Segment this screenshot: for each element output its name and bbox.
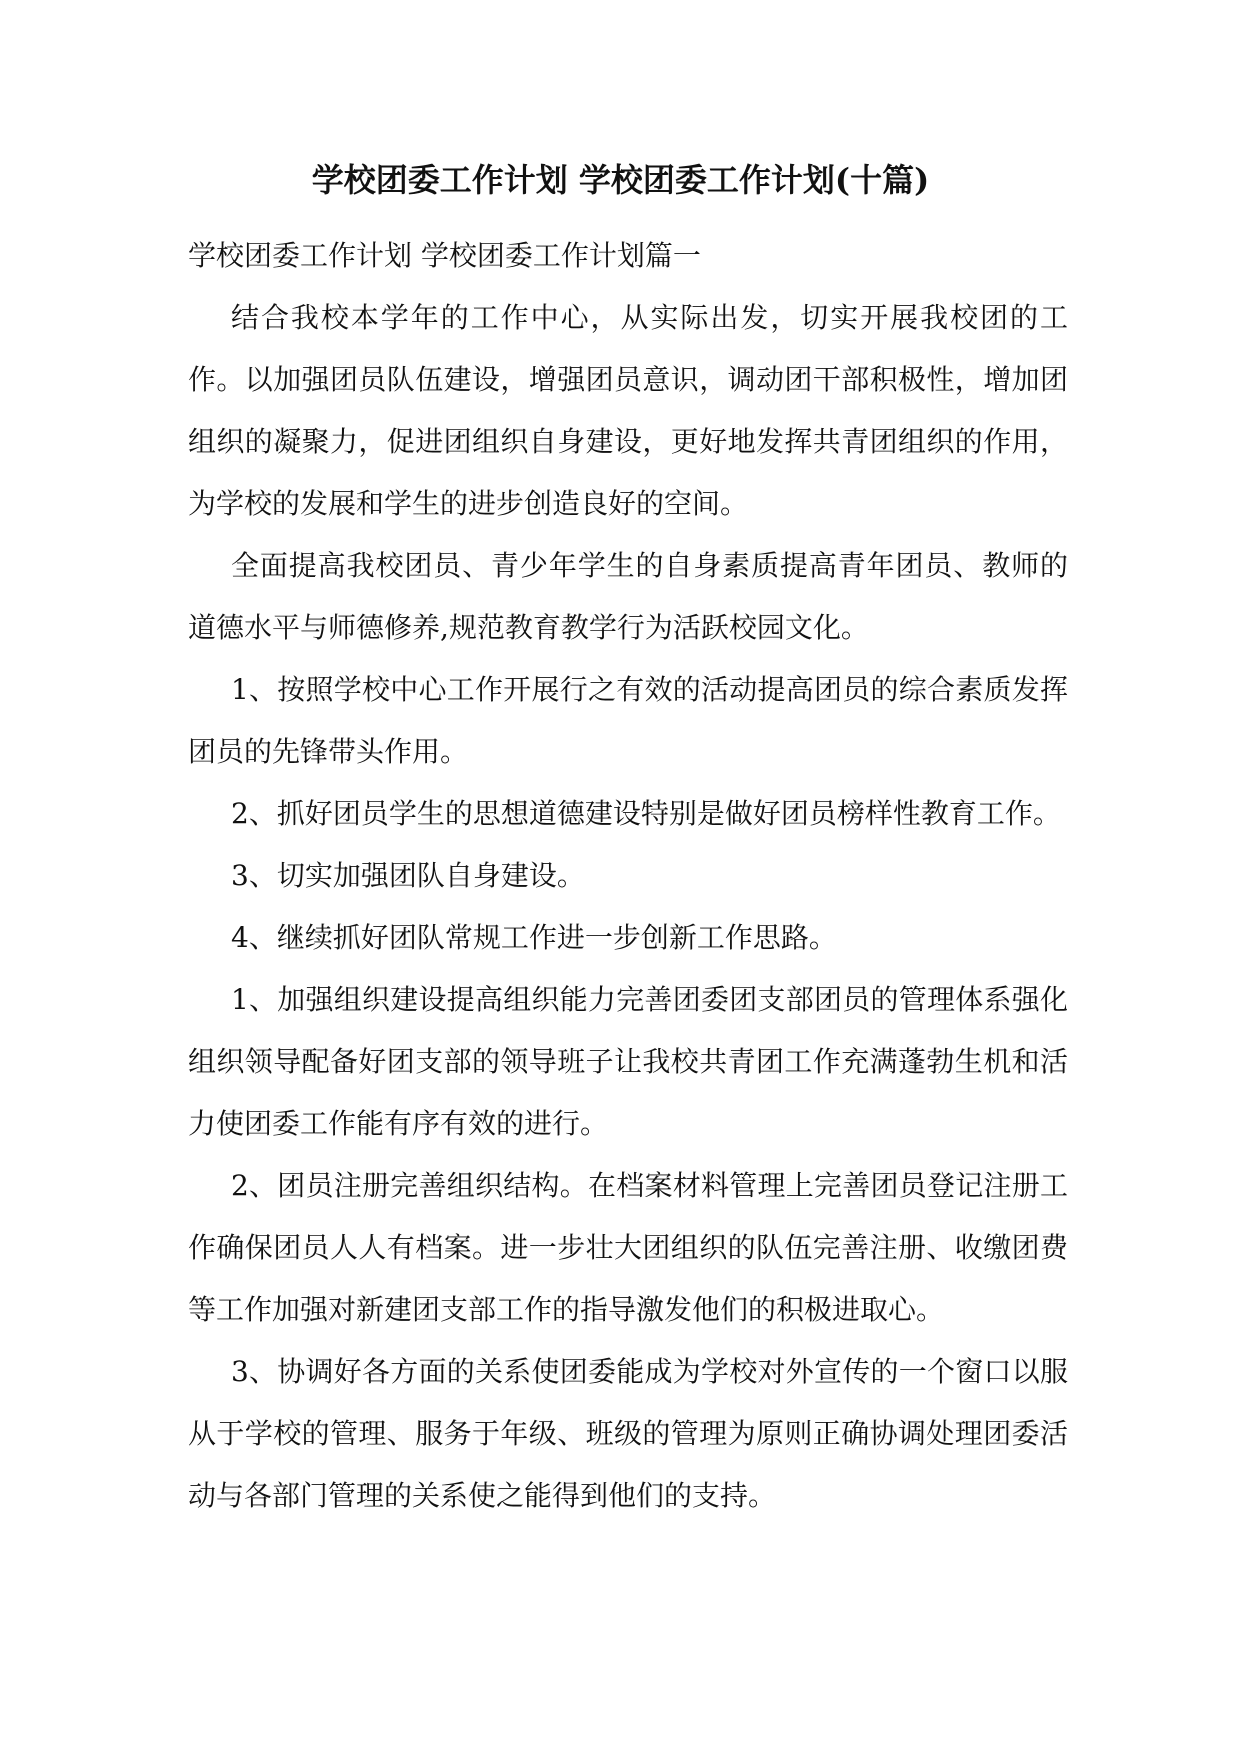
document-title: 学校团委工作计划 学校团委工作计划(十篇)	[311, 161, 930, 199]
paragraph: 3、切实加强团队自身建设。	[231, 859, 585, 892]
document-body	[188, 225, 1068, 1527]
paragraph: 2、抓好团员学生的思想道德建设特别是做好团员榜样性教育工作。	[231, 797, 1061, 830]
paragraph: 全面提高我校团员、青少年学生的自身素质提高青年团员、教师的道德水平与师德修养,规范教育教学行为活跃校园文化。	[188, 549, 1068, 644]
section-heading: 学校团委工作计划 学校团委工作计划篇一	[188, 239, 701, 272]
paragraph: 4、继续抓好团队常规工作进一步创新工作思路。	[231, 921, 837, 954]
paragraph: 2、团员注册完善组织结构。在档案材料管理上完善团员登记注册工作确保团员人人有档案。进一步壮大团组织的队伍完善注册、收缴团费等工作加强对新建团支部工作的指导激发他们的积极进取心。	[188, 1169, 1068, 1326]
paragraph: 1、按照学校中心工作开展行之有效的活动提高团员的综合素质发挥团员的先锋带头作用。	[188, 673, 1068, 768]
paragraph: 3、协调好各方面的关系使团委能成为学校对外宣传的一个窗口以服从于学校的管理、服务于年级、班级的管理为原则正确协调处理团委活动与各部门管理的关系使之能得到他们的支持。	[188, 1355, 1068, 1512]
paragraph: 1、加强组织建设提高组织能力完善团委团支部团员的管理体系强化组织领导配备好团支部的领导班子让我校共青团工作充满蓬勃生机和活力使团委工作能有序有效的进行。	[188, 983, 1068, 1140]
paragraph: 结合我校本学年的工作中心，从实际出发，切实开展我校团的工作。以加强团员队伍建设，增强团员意识，调动团干部积极性，增加团组织的凝聚力，促进团组织自身建设，更好地发挥共青团组织的作用，为学校的发展和学生的进步创造良好的空间。	[188, 301, 1068, 520]
